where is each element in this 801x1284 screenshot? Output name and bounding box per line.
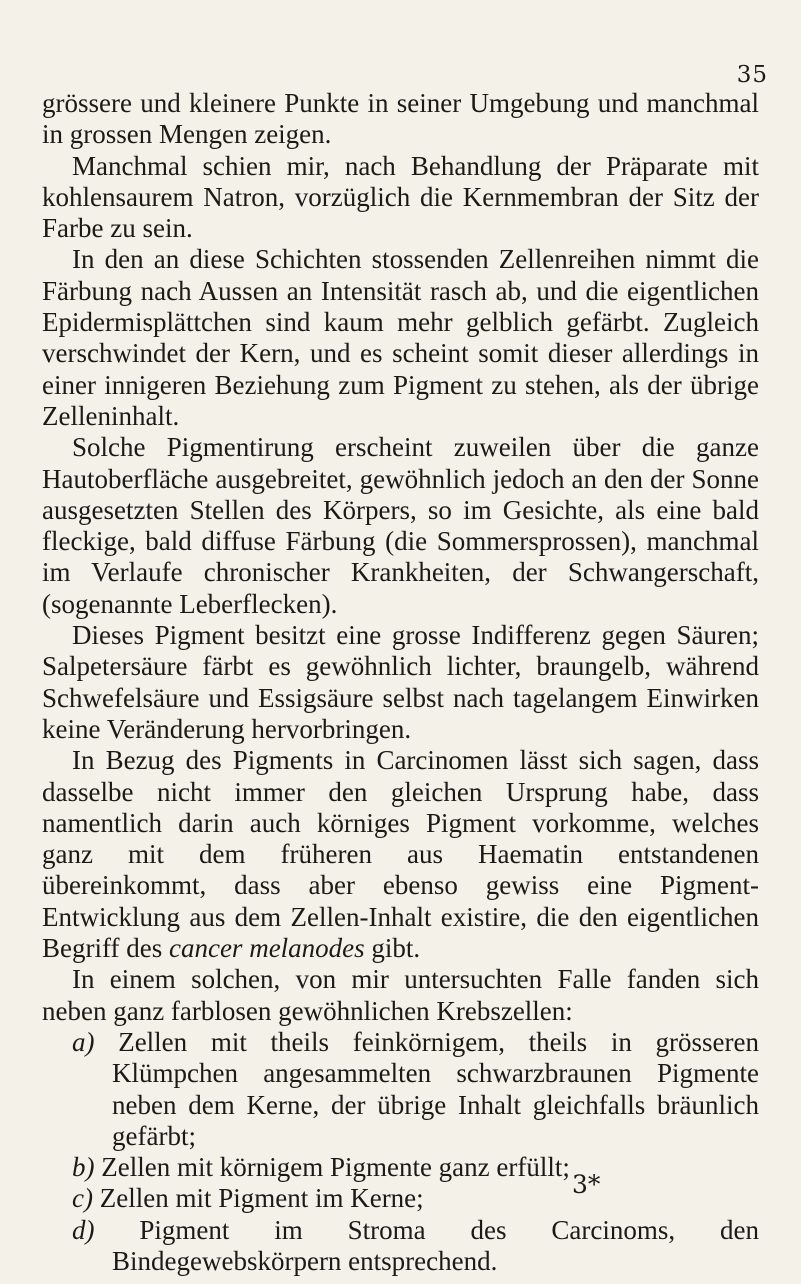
list-item-c <box>42 1183 759 1214</box>
carcinomen-text-before: In Bezug des Pigments in Carcinomen lässt sich sagen, dass dasselbe nicht immer den gleichen Ursprung habe, dass namentlich darin auch körniges Pigment vorkomme, welches ganz mit dem früheren aus Haematin entstandenen übereinkommt, dass aber ebenso gewiss eine Pigment-Entwicklung aus dem Zellen-Inhalt existire, die den eigentlichen Begriff des <box>42 745 759 964</box>
paragraph-indifferenz: Dieses Pigment besitzt eine grosse Indifferenz gegen Säuren; Salpetersäure färbt es gewöhnlich lichter, braungelb, während Schwefelsäure und Essigsäure selbst nach tagelangem Einwirken keine Veränderung hervorbringen. <box>42 620 759 744</box>
paragraph-zellenreihen: In den an diese Schichten stossenden Zellenreihen nimmt die Färbung nach Aussen an Intensität rasch ab, und die eigentlichen Epidermisplättchen sind kaum mehr gelblich gefärbt. Zugleich verschwindet der Kern, und es scheint somit dieser allerdings in einer innigeren Beziehung zum Pigment zu stehen, als der übrige Zelleninhalt. <box>42 244 759 431</box>
list-item-d <box>42 1215 759 1278</box>
list-text-d: Pigment im Stroma des Carcinoms, den Bindegewebskörpern entsprechend. <box>112 1214 759 1276</box>
list-text-b: Zellen mit körnigem Pigmente ganz erfüllt; <box>101 1152 570 1183</box>
list-marker-d: d) <box>72 1214 95 1245</box>
page-number: 35 <box>736 62 768 88</box>
paragraph-krebszellen: In einem solchen, von mir untersuchten Falle fanden sich neben ganz farblosen gewöhnlichen Krebszellen: <box>42 964 759 1026</box>
list-text-c: Zellen mit Pigment im Kerne; <box>99 1183 424 1214</box>
list-item-a <box>42 1027 759 1152</box>
paragraph-continuation: grössere und kleinere Punkte in seiner Umgebung und manchmal in grossen Mengen zeigen. <box>42 88 759 150</box>
list-item-b <box>42 1152 759 1183</box>
list-marker-c: c) <box>72 1183 93 1214</box>
paragraph-natron: Manchmal schien mir, nach Behandlung der Präparate mit kohlensaurem Natron, vorzüglich die Kernmembran der Sitz der Farbe zu sein. <box>42 150 759 244</box>
list-marker-a: a) <box>72 1026 95 1057</box>
paragraph-carcinomen <box>42 745 759 964</box>
paragraph-pigmentirung: Solche Pigmentirung erscheint zuweilen über die ganze Hautoberfläche ausgebreitet, gewöhnlich jedoch an den der Sonne ausgesetzten Stellen des Körpers, so im Gesichte, als eine bald fleckige, bald diffuse Färbung (die Sommersprossen), manchmal im Verlaufe chronischer Krankheiten, der Schwangerschaft, (sogenannte Leberflecken). <box>42 432 759 619</box>
signature-mark: 3* <box>572 1170 601 1199</box>
list-text-a: Zellen mit theils feinkörnigem, theils in grösseren Klümpchen angesammelten schwarzbraunen Pigmente neben dem Kerne, der übrige Inhalt gleichfalls bräunlich gefärbt; <box>112 1026 759 1151</box>
body-text <box>42 88 759 1277</box>
list-marker-b: b) <box>72 1152 95 1183</box>
cancer-melanodes-term: cancer melanodes <box>168 933 365 964</box>
carcinomen-text-after: gibt. <box>364 933 421 964</box>
